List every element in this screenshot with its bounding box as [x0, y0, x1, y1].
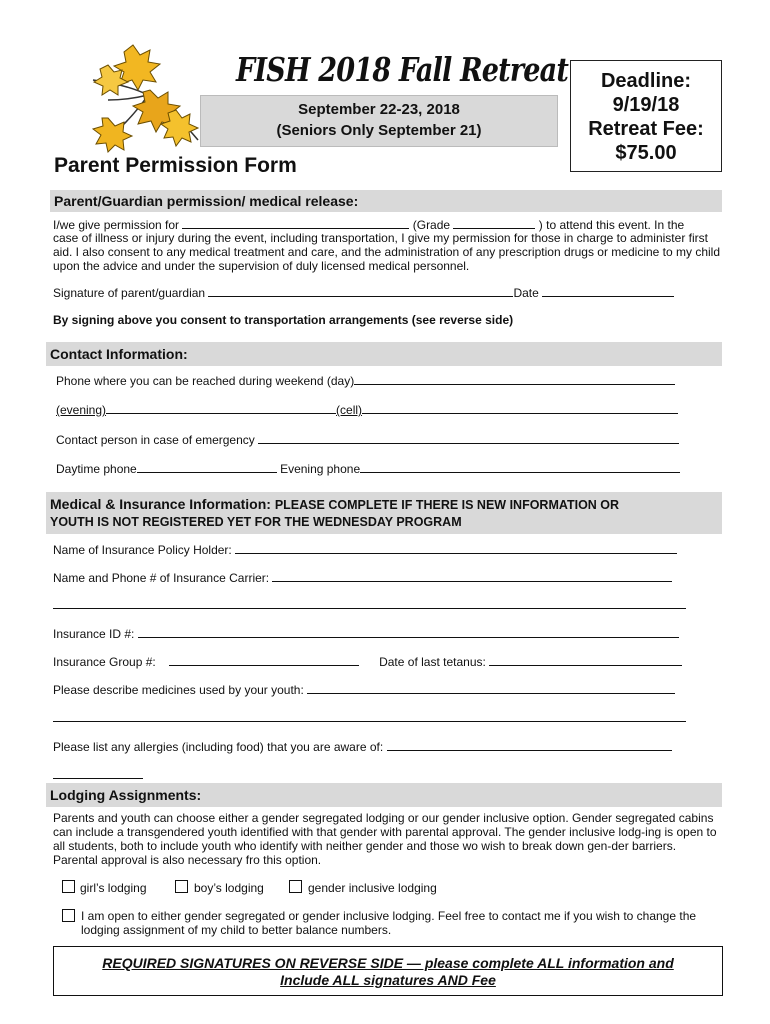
signature-field[interactable] — [208, 285, 513, 297]
carrier-label: Name and Phone # of Insurance Carrier: — [53, 571, 270, 585]
medicines-row — [53, 682, 675, 697]
permission-line — [53, 217, 684, 232]
date-label: Date — [513, 286, 539, 300]
policy-holder-row — [53, 542, 677, 557]
deadline-box — [570, 60, 722, 172]
emergency-row — [56, 432, 679, 447]
emergency-label: Contact person in case of emergency — [56, 433, 255, 447]
fee-amount: $75.00 — [615, 142, 677, 164]
tetanus-field[interactable] — [489, 654, 682, 666]
fee-label: Retreat Fee: — [588, 118, 704, 140]
child-name-field[interactable] — [182, 217, 409, 229]
inclusive-lodging-label: gender inclusive lodging — [308, 881, 437, 895]
form-title: Parent Permission Form — [54, 154, 297, 177]
medicines-field[interactable] — [307, 682, 675, 694]
girls-lodging-checkbox[interactable] — [62, 880, 75, 893]
inclusive-lodging-checkbox[interactable] — [289, 880, 302, 893]
signature-label: Signature of parent/guardian — [53, 286, 206, 300]
grade-label: (Grade — [412, 218, 451, 232]
allergies-field-line2[interactable] — [53, 767, 143, 779]
permission-heading: Parent/Guardian permission/ medical release: — [50, 190, 722, 212]
boys-lodging-label: boy’s lodging — [194, 881, 264, 895]
lodging-heading: Lodging Assignments: — [46, 783, 722, 807]
deadline-label: Deadline: — [600, 70, 692, 92]
contact-heading: Contact Information: — [46, 342, 722, 366]
autumn-leaves-illustration — [88, 40, 208, 155]
grade-field[interactable] — [453, 217, 535, 229]
daytime-phone-field[interactable] — [137, 461, 277, 473]
phone-weekend-row — [56, 373, 675, 388]
evening-phone-field[interactable] — [360, 461, 680, 473]
insurance-id-field[interactable] — [138, 626, 679, 638]
phone-evening-field[interactable] — [106, 402, 336, 414]
phone-weekend-label: Phone where you can be reached during weekend (day) — [56, 374, 355, 388]
boys-lodging-checkbox[interactable] — [175, 880, 188, 893]
group-label: Insurance Group #: — [53, 655, 156, 669]
policy-holder-label: Name of Insurance Policy Holder: — [53, 543, 232, 557]
allergies-row — [53, 739, 672, 754]
permission-body: case of illness or injury during the event, including transportation, I give my permission for those in charge to administer first aid. I also consent to any medical treatment and care, and the administration of any prescription drugs or medicine to my child upon the advice and under the supervision of duly licensed medical personnel. — [53, 231, 721, 273]
seniors-date: (Seniors Only September 21) — [276, 122, 482, 139]
carrier-row — [53, 570, 672, 585]
evening-label: (evening) — [56, 403, 107, 417]
cell-label: (cell) — [336, 403, 363, 417]
give-permission-label: I/we give permission for — [53, 218, 180, 232]
event-dates: September 22-23, 2018 — [298, 101, 460, 118]
medicines-label: Please describe medicines used by your youth: — [53, 683, 304, 697]
page-title: FISH 2018 Fall Retreat — [236, 50, 569, 89]
girls-lodging-label: girl’s lodging — [80, 881, 147, 895]
group-field[interactable] — [169, 654, 359, 666]
group-tetanus-row — [53, 654, 682, 669]
insurance-id-row — [53, 626, 679, 641]
medical-heading: Medical & Insurance Information: — [50, 496, 271, 512]
medicines-field-line2[interactable] — [53, 710, 686, 722]
either-lodging-checkbox[interactable] — [62, 909, 75, 922]
medical-heading-box — [46, 492, 722, 534]
signature-date-field[interactable] — [542, 285, 674, 297]
signature-line — [53, 285, 674, 300]
required-line2: Include ALL signatures AND Fee — [280, 972, 496, 988]
tetanus-label: Date of last tetanus: — [379, 655, 486, 669]
emergency-contact-field[interactable] — [258, 432, 679, 444]
deadline-date: 9/19/18 — [612, 94, 680, 116]
required-line1: REQUIRED SIGNATURES ON REVERSE SIDE — please complete ALL information and — [102, 955, 674, 971]
policy-holder-field[interactable] — [235, 542, 677, 554]
required-signatures-box — [53, 946, 723, 996]
medical-heading-note2: YOUTH IS NOT REGISTERED YET FOR THE WEDNESDAY PROGRAM — [50, 515, 462, 529]
consent-note: By signing above you consent to transportation arrangements (see reverse side) — [53, 313, 514, 327]
evening-cell-row — [56, 402, 678, 417]
phone-day-field[interactable] — [354, 373, 675, 385]
carrier-field-line2[interactable] — [53, 597, 686, 609]
medical-heading-note: PLEASE COMPLETE IF THERE IS NEW INFORMATION OR — [274, 498, 620, 512]
phone-cell-field[interactable] — [362, 402, 678, 414]
phones-row — [56, 461, 680, 476]
either-lodging-label: I am open to either gender segregated or gender inclusive lodging. Feel free to contact me if you wish to change the lodging assignment of my child to better balance numbers. — [81, 909, 697, 937]
insurance-id-label: Insurance ID #: — [53, 627, 135, 641]
evening-phone-label: Evening phone — [280, 462, 361, 476]
allergies-field[interactable] — [387, 739, 672, 751]
allergies-label: Please list any allergies (including food) that you are aware of: — [53, 740, 384, 754]
attend-label: ) to attend this event. In the — [538, 218, 685, 232]
daytime-phone-label: Daytime phone — [56, 462, 137, 476]
lodging-body: Parents and youth can choose either a gender segregated lodging or our gender inclusive option. Gender segregated cabins can include a transgendered youth identified with that gender with parental approval. The gender inclusive lodg-ing is open to all students, both to include youth who identify with neither gender and those wo wish to break down gen-der barriers. Parental approval is also necessary fro this option. — [53, 811, 717, 867]
carrier-field[interactable] — [272, 570, 672, 582]
event-dates-box — [200, 95, 558, 147]
